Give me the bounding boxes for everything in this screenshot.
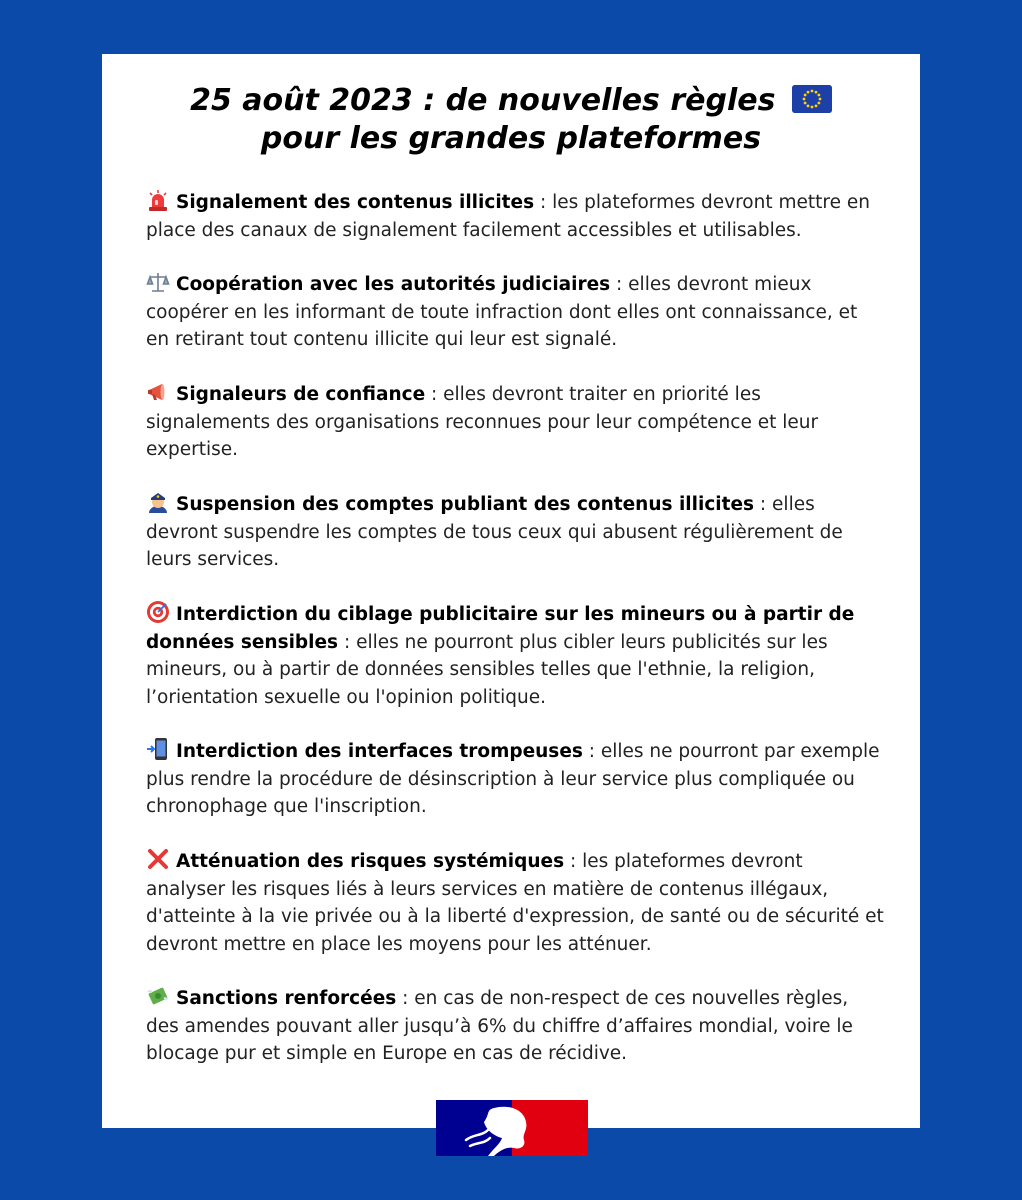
rule-item <box>146 188 886 244</box>
rule-heading: Suspension des comptes publiant des contenus illicites <box>176 494 755 515</box>
rule-item <box>146 984 886 1068</box>
rule-heading: Coopération avec les autorités judiciaires <box>176 274 611 295</box>
page-title <box>102 82 920 158</box>
police-officer-icon <box>146 490 170 514</box>
cross-mark-icon <box>146 847 170 871</box>
rule-heading: Signaleurs de confiance <box>176 384 426 405</box>
rule-heading: Interdiction des interfaces trompeuses <box>176 741 583 762</box>
title-line-2: pour les grandes plateformes <box>260 121 762 156</box>
rule-heading: Atténuation des risques systémiques <box>176 851 565 872</box>
rule-item <box>146 737 886 821</box>
rule-item <box>146 380 886 464</box>
rule-item <box>146 490 886 574</box>
mobile-arrow-icon <box>146 737 170 761</box>
rule-text: : elles devront mieux coopérer en les informant de toute infraction dont elles ont connaissance, et en retirant tout contenu illicite qui leur est signalé. <box>146 274 858 350</box>
rule-heading: Interdiction du ciblage publicitaire sur les mineurs ou à partir de données sensibles <box>146 604 855 653</box>
rule-heading: Sanctions renforcées <box>176 988 397 1009</box>
rule-item <box>146 847 886 958</box>
rule-item <box>146 600 886 711</box>
rule-text: : les plateformes devront analyser les risques liés à leurs services en matière de contenus illégaux, d'atteinte à la vie privée ou à la liberté d'expression, de santé ou de sécurité et devront mettre en place les moyens pour les atténuer. <box>146 851 884 955</box>
rule-text: : en cas de non-respect de ces nouvelles règles, des amendes pouvant aller jusqu’à 6% du chiffre d’affaires mondial, voire le blocage pur et simple en Europe en cas de récidive. <box>146 988 853 1064</box>
eu-flag-icon <box>792 85 832 113</box>
siren-icon <box>146 188 170 212</box>
rule-text: : elles ne pourront par exemple plus rendre la procédure de désinscription à leur service plus compliquée ou chronophage que l'inscription. <box>146 741 880 817</box>
rule-text: : elles devront suspendre les comptes de tous ceux qui abusent régulièrement de leurs services. <box>146 494 843 570</box>
rule-text: : elles devront traiter en priorité les signalements des organisations reconnues pour leur compétence et leur expertise. <box>146 384 819 460</box>
scales-icon <box>146 270 170 294</box>
content-card <box>102 54 920 1128</box>
title-line-1: 25 août 2023 : de nouvelles règles <box>190 83 776 118</box>
target-icon <box>146 600 170 624</box>
megaphone-icon <box>146 380 170 404</box>
money-wings-icon <box>146 984 170 1008</box>
marianne-logo <box>436 1100 588 1156</box>
rule-item <box>146 270 886 354</box>
rule-text: : elles ne pourront plus cibler leurs publicités sur les mineurs, ou à partir de données sensibles telles que l'ethnie, la religion, l’orientation sexuelle ou l'opinion politique. <box>146 631 828 708</box>
rule-text: : les plateformes devront mettre en place des canaux de signalement facilement accessibles et utilisables. <box>146 192 870 241</box>
rule-heading: Signalement des contenus illicites <box>176 192 535 213</box>
